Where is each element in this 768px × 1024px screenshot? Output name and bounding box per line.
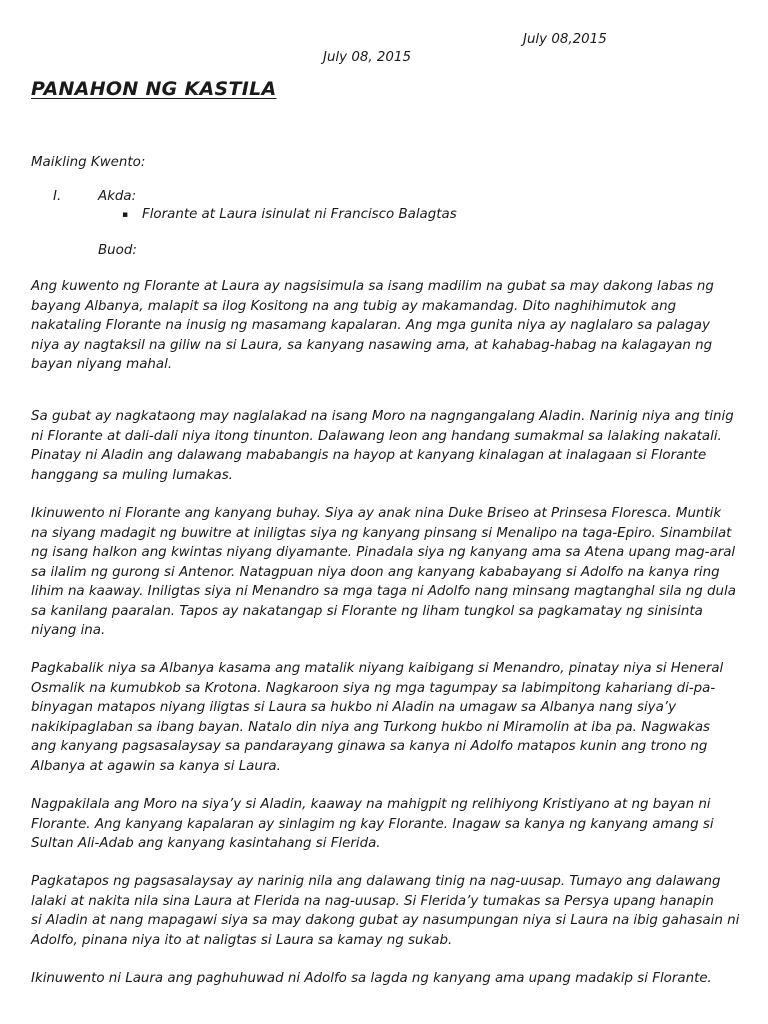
paragraph-line: niyang ina. [31, 623, 106, 638]
paragraph-line: Ikinuwento ni Laura ang paghuhuwad ni Adolfo sa lagda ng kanyang ama upang madakip si Florante. [31, 971, 712, 986]
summary-paragraph-2 [31, 407, 743, 485]
paragraph-line: Albanya at agawin sa kanya si Laura. [31, 758, 281, 774]
paragraph-line: Pagkabalik niya sa Albanya kasama ang matalik niyang kaibigang si Menandro, pinatay niya si Heneral [31, 661, 724, 676]
summary-paragraph-7 [31, 969, 743, 989]
paragraph-line: niya ay nagtaksil na giliw na si Laura, sa kanyang nasawing ama, at kahabag-habag na kalagayan ng [31, 337, 713, 353]
summary-paragraph-5 [31, 795, 743, 854]
paragraph-line: Pinatay ni Aladin ang dalawang mababangis na hayop at kanyang kinalagan at inalagaan si Florante [31, 448, 707, 463]
bullet-icon: ▪ [122, 210, 129, 220]
paragraph-line: sa ilalim ng gurong si Antenor. Natagpuan niya doon ang kanyang kababayang si Adolfo na kanya ring [31, 564, 720, 580]
paragraph-line: nakataling Florante na inusig ng masamang kapalaran. Ang mga gunita niya ay naglalaro sa palagay [31, 318, 710, 333]
paragraph-line: ang kanyang pagsasalaysay sa pandarayang ginawa sa kanya ni Adolfo matapos kunin ang trono ng [31, 739, 708, 754]
paragraph-line: Osmalik na kumubkob sa Krotona. Nagkaroon siya ng mga tagumpay sa labimpitong kahariang di-pa- [31, 680, 716, 696]
paragraph-line: Pagkatapos ng pagsasalaysay ay narinig nila ang dalawang tinig na nag-uusap. Tumayo ang dalawang [31, 874, 721, 889]
paragraph-line: ni Florante at dali-dali niya itong tinunton. Dalawang leon ang handang sumakmal sa lalaking nakatali. [31, 428, 722, 444]
paragraph-line: Sultan Ali-Adab ang kanyang kasintahang si Flerida. [31, 836, 381, 851]
summary-paragraph-4 [31, 659, 743, 776]
paragraph-line: sa kanilang paaralan. Tapos ay nakatangap si Florante ng liham tungkol sa pagkamatay ng sinisinta [31, 603, 703, 619]
paragraph-line: Florante. Ang kanyang kapalaran ay sinlagim ng kay Florante. Inagaw sa kanya ng kanyang amang si [31, 816, 714, 832]
paragraph-line: bayan niyang mahal. [31, 357, 173, 372]
summary-paragraph-1 [31, 277, 743, 375]
summary-paragraph-3 [31, 504, 743, 641]
paragraph-line: Ikinuwento ni Florante ang kanyang buhay. Siya ay anak nina Duke Briseo at Prinsesa Floresca. Muntik [31, 506, 722, 521]
summary-paragraph-6 [31, 872, 743, 950]
header-date-right: July 08,2015 [523, 32, 607, 47]
paragraph-line: bayang Albanya, malapit sa ilog Kositong na ang tubig ay makamandag. Dito naghihimutok ang [31, 298, 677, 314]
paragraph-line: binyagan matapos niyang iligtas si Laura sa hukbo ni Aladin na umagaw sa Albanya nang siya’y [31, 700, 676, 715]
paragraph-line: nakikipaglaban sa ibang bayan. Natalo din niya ang Turkong hukbo ni Miramolin at iba pa. Nagwakas [31, 719, 711, 735]
paragraph-line: lihim na kaaway. Iniligtas siya ni Menandro sa mga taga ni Adolfo nang minsang magtanghal sila ng dula [31, 584, 736, 599]
akda-bullet-text: Florante at Laura isinulat ni Francisco Balagtas [142, 207, 457, 222]
paragraph-line: lalaki at nakita nila sina Laura at Flerida na nag-uusap. Si Flerida’y tumakas sa Persya upang hanapin [31, 893, 714, 909]
paragraph-line: na siyang madagit ng buwitre at iniligtas siya ng kanyang pinsang si Menalipo na taga-Epiro. Sinambilat [31, 525, 732, 541]
paragraph-line: Sa gubat ay nagkataong may naglalakad na isang Moro na nagngangalang Aladin. Narinig niya ang tinig [31, 409, 734, 424]
header-date-center: July 08, 2015 [323, 50, 411, 65]
page-title: PANAHON NG KASTILA [31, 78, 277, 100]
paragraph-line: si Aladin at nang mapagawi siya sa may dakong gubat ay nasumpungan niya si Laura na ibig gahasain ni [31, 913, 740, 928]
paragraph-line: ng isang halkon ang kwintas niyang diyamante. Pinadala siya ng kanyang ama sa Atena upang mag-aral [31, 545, 736, 560]
summary-label: Buod: [98, 243, 137, 258]
paragraph-line: Ang kuwento ng Florante at Laura ay nagsisimula sa isang madilim na gubat sa may dakong labas ng [31, 279, 714, 294]
paragraph-line: hanggang sa muling lumakas. [31, 467, 233, 483]
akda-label: Akda: [98, 189, 137, 204]
paragraph-line: Nagpakilala ang Moro na siya’y si Aladin, kaaway na mahigpit ng relihiyong Kristiyano at ng bayan ni [31, 797, 711, 812]
genre-label: Maikling Kwento: [31, 155, 146, 170]
paragraph-line: Adolfo, pinana niya ito at naligtas si Laura sa kamay ng sukab. [31, 932, 453, 948]
list-number: I. [53, 189, 62, 204]
